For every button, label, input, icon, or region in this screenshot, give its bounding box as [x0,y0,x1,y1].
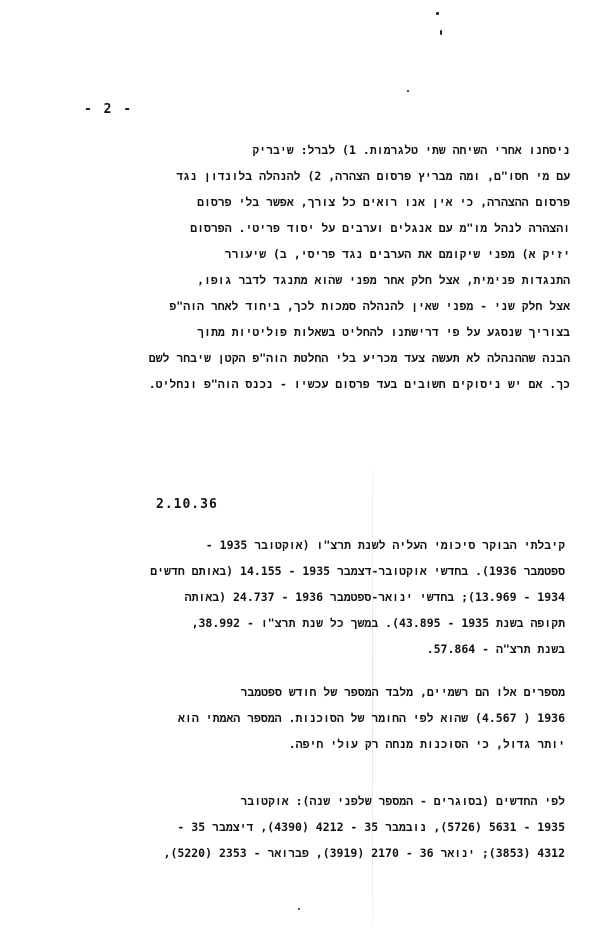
text-line: 1935 - 5631 (5726), נובמבר 35 - 4212 (4390), דיצמבר 35 - [177,820,565,834]
text-line: 4312 (3853); ינואר 36 - 2170 (3919), פברואר - 2353 (5220), [163,846,565,860]
text-line: לפי החדשים (בסוגרים - המספר שלפני שנה): אוקטובר [240,794,565,808]
paragraph-telegrams [40,137,570,397]
text-line: אצל חלק שני - מפני שאין להנהלה סמכות לכך, ביחוד לאחר הוה"פ [169,299,570,313]
paragraph-official-numbers [40,679,565,757]
text-line: ניסחנו אחרי השיחה שתי טלגרמות. 1) לברל: שיבריק [252,143,570,157]
ink-speck [407,90,409,92]
text-line: מספרים אלו הם רשמיים, מלבד המספר של חודש ספטמבר [240,685,565,699]
diary-date: 2.10.36 [156,497,218,512]
text-line: פרסום ההצהרה, כי אין אנו רואים כל צורך, אפשר בלי פרסום [197,195,570,209]
text-line: כך. אם יש ניסוקים חשובים בעד פרסום עכשיו - נכנס הוה"פ ונחליט. [148,377,570,391]
text-line: עם מי חסו"ם, ומה מבריץ פרסום הצהרה, 2) להנהלה בלונדון נגד [176,169,570,183]
text-line: תקופה בשנת 1935 - 43.895). במשך כל שנת תרצ"ו - 38.992, [191,616,565,630]
text-line: קיבלתי הבוקר סיכומי העליה לשנת תרצ"ו (אוקטובר 1935 - [205,538,565,552]
text-line: 1936 ( 4.567) שהוא לפי החומר של הסוכנות. המספר האמתי הוא [178,711,565,725]
text-line: בצוריך שנסגע על פי דרישתנו להחליט בשאלות פוליטיות מתוך [197,325,570,339]
ink-speck [298,908,300,910]
text-line: הבנה שההנהלה לא תעשה צעד מכריע בלי החלטת הוה"פ הקטן שיבחר לשם [148,351,570,365]
text-line: 1934 - 13.969); בחדשי ינואר-ספטמבר 1936 - 24.737 (באותה [184,590,565,604]
text-line: והצהרה לנהל מו"מ עם אנגלים וערבים על יסוד פריטי. הפרסום [190,221,570,235]
text-line: בשנת תרצ"ה - 57.864. [426,642,565,656]
ink-speck [440,30,442,35]
paragraph-immigration-summary [40,532,565,662]
text-line: התנגדות פנימית, אצל חלק אחר מפני שהוא מתנגד לדבר גופו, [197,273,570,287]
paragraph-monthly-breakdown [40,788,565,866]
text-line: ספטמבר 1936). בחדשי אוקטובר-דצמבר 1935 - 14.155 (באותם חדשים [150,564,565,578]
page-number: - 2 - [84,102,134,117]
text-line: יזיק א) מפני שיקומם את הערבים נגד פריסי, ב) שיעורר [224,247,570,261]
ink-speck [436,12,439,15]
text-line: יותר גדול, כי הסוכנות מנחה רק עולי חיפה. [288,737,565,751]
